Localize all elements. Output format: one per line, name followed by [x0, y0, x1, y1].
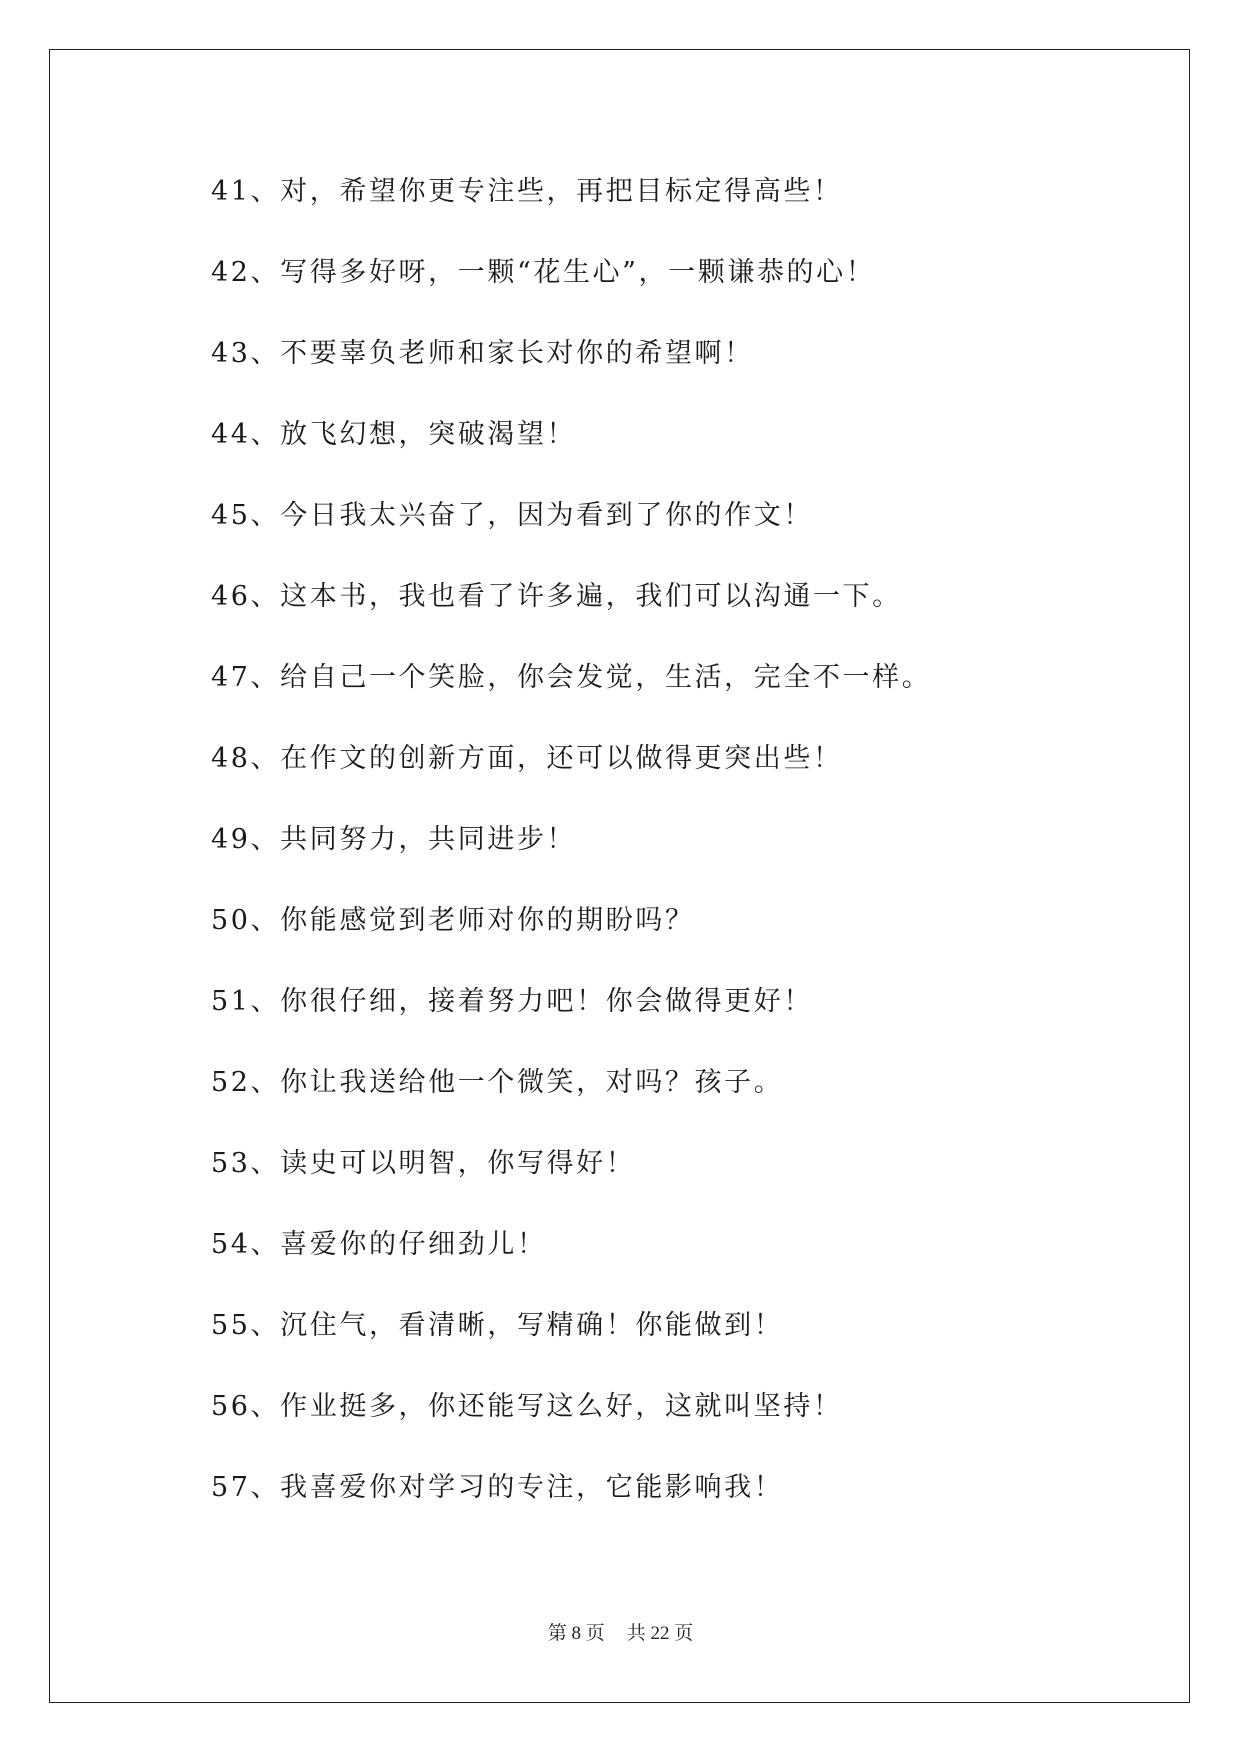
list-item: 53、读史可以明智，你写得好！ [211, 1148, 636, 1179]
list-item: 56、作业挺多，你还能写这么好，这就叫坚持！ [211, 1391, 843, 1422]
page-number: 第 8 页 [547, 1623, 605, 1644]
list-item: 55、沉住气，看清晰，写精确！你能做到！ [211, 1310, 784, 1341]
list-item: 45、今日我太兴奋了，因为看到了你的作文！ [211, 500, 813, 531]
list-item: 46、这本书，我也看了许多遍，我们可以沟通一下。 [211, 581, 902, 612]
comment-list [211, 166, 931, 1543]
page-total: 共 22 页 [626, 1623, 694, 1644]
list-item: 54、喜爱你的仔细劲儿！ [211, 1229, 547, 1260]
list-item: 43、不要辜负老师和家长对你的希望啊！ [211, 338, 754, 369]
list-item: 44、放飞幻想，突破渴望！ [211, 419, 577, 450]
list-item: 42、写得多好呀，一颗“花生心”，一颗谦恭的心！ [211, 257, 876, 288]
list-item: 51、你很仔细，接着努力吧！你会做得更好！ [211, 986, 813, 1017]
list-item: 48、在作文的创新方面，还可以做得更突出些！ [211, 743, 843, 774]
list-item: 57、我喜爱你对学习的专注，它能影响我！ [211, 1472, 784, 1503]
list-item: 50、你能感觉到老师对你的期盼吗？ [211, 905, 695, 936]
list-item: 47、给自己一个笑脸，你会发觉，生活，完全不一样。 [211, 662, 932, 693]
list-item: 52、你让我送给他一个微笑，对吗？孩子。 [211, 1067, 784, 1098]
list-item: 49、共同努力，共同进步！ [211, 824, 577, 855]
page-footer [0, 1618, 1241, 1645]
list-item: 41、对，希望你更专注些，再把目标定得高些！ [211, 176, 843, 207]
